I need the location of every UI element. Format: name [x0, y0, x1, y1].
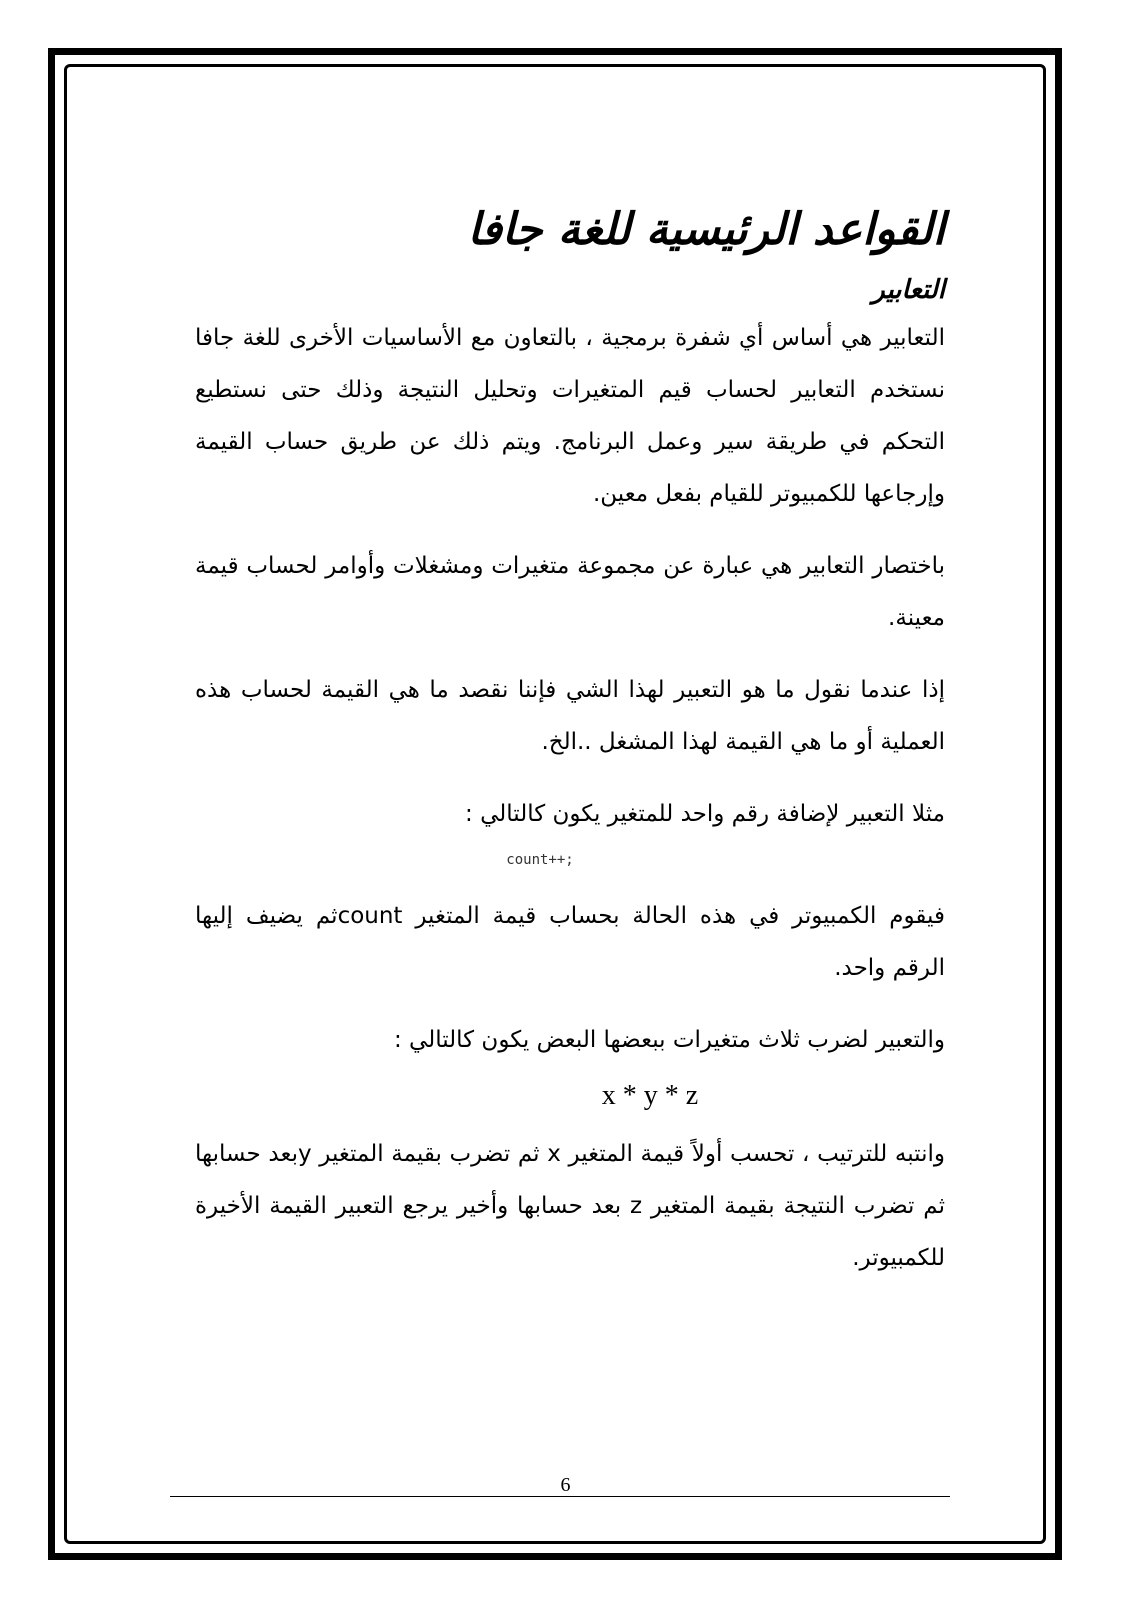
- paragraph-example-intro: مثلا التعبير لإضافة رقم واحد للمتغير يكون كالتالي :: [465, 801, 945, 827]
- paragraph-summary: باختصار التعابير هي عبارة عن مجموعة متغيرات ومشغلات وأوامر لحساب قيمة معينة.: [195, 553, 945, 631]
- footer-divider: [170, 1496, 950, 1497]
- paragraph-intro: التعابير هي أساس أي شفرة برمجية ، بالتعاون مع الأساسيات الأخرى للغة جافا نستخدم التعابير لحساب قيم المتغيرات وتحليل النتيجة وذلك حتى نستطيع التحكم في طريقة سير وعمل البرنامج. ويتم ذلك عن طريق حساب القيمة وإرجاعها للكمبيوتر للقيام بفعل معين.: [195, 325, 945, 507]
- page-content: [195, 200, 945, 1284]
- paragraph-example-explain: فيقوم الكمبيوتر في هذه الحالة بحساب قيمة المتغير countثم يضيف إليها الرقم واحد.: [195, 903, 945, 981]
- page-number: 6: [560, 1474, 571, 1496]
- page-title: القواعد الرئيسية للغة جافا: [467, 204, 945, 255]
- section-heading: التعابير: [872, 275, 945, 305]
- paragraph-meaning: إذا عندما نقول ما هو التعبير لهذا الشي فإننا نقصد ما هي القيمة لحساب هذه العملية أو ما هي القيمة لهذا المشغل ..الخ.: [195, 677, 945, 755]
- code-example: count++;: [506, 852, 574, 868]
- formula-example: x * y * z: [601, 1080, 699, 1111]
- paragraph-order-explain: وانتبه للترتيب ، تحسب أولاً قيمة المتغير x ثم تضرب بقيمة المتغير yبعد حسابها ثم تضرب النتيجة بقيمة المتغير z بعد حسابها وأخير يرجع التعبير القيمة الأخيرة للكمبيوتر.: [195, 1141, 946, 1271]
- paragraph-multiply-intro: والتعبير لضرب ثلاث متغيرات ببعضها البعض يكون كالتالي :: [393, 1027, 945, 1053]
